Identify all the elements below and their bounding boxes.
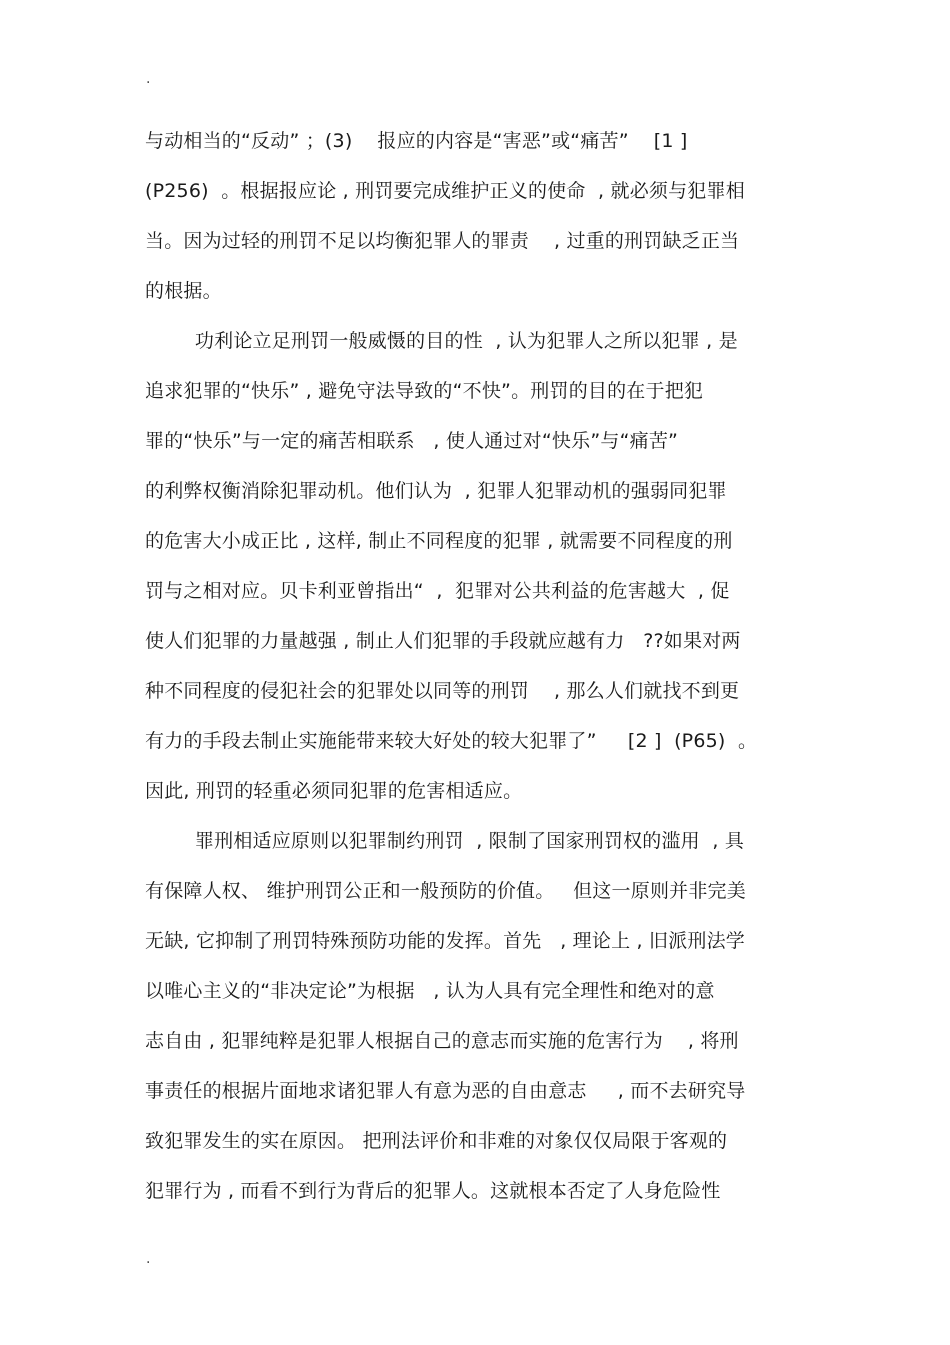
text-line-1: 与动相当的“反动” ；(3) 报应的内容是“害恶”或“痛苦” [1 ] (145, 130, 688, 152)
text-line-12: 种不同程度的侵犯社会的犯罪处以同等的刑罚 , 那么人们就找不到更 (145, 680, 740, 702)
text-line-17: 无缺, 它抑制了刑罚特殊预防功能的发挥。首先 , 理论上 , 旧派刑法学 (145, 930, 745, 952)
text-line-7: 罪的“快乐”与一定的痛苦相联系 , 使人通过对“快乐”与“痛苦” (145, 430, 679, 452)
text-line-3: 当。因为过轻的刑罚不足以均衡犯罪人的罪责 , 过重的刑罚缺乏正当 (145, 230, 740, 252)
text-line-13: 有力的手段去制止实施能带来较大好处的较大犯罪了” [2 ] (P65) 。 (145, 730, 758, 752)
text-line-9: 的危害大小成正比 , 这样, 制止不同程度的犯罪 , 就需要不同程度的刑 (145, 530, 733, 552)
page-marker-top: . (146, 71, 151, 87)
text-line-10: 罚与之相对应。贝卡利亚曾指出“ , 犯罪对公共利益的危害越大 , 促 (145, 580, 730, 602)
text-line-21: 致犯罪发生的实在原因。 把刑法评价和非难的对象仅仅局限于客观的 (145, 1130, 728, 1152)
text-line-6: 追求犯罪的“快乐” , 避免守法导致的“不快”。刑罚的目的在于把犯 (145, 380, 704, 402)
text-line-16: 有保障人权、 维护刑罚公正和一般预防的价值。 但这一原则并非完美 (145, 880, 746, 902)
text-line-11: 使人们犯罪的力量越强 , 制止人们犯罪的手段就应越有力 ??如果对两 (145, 630, 741, 652)
text-line-18: 以唯心主义的“非决定论”为根据 , 认为人具有完全理性和绝对的意 (145, 980, 715, 1002)
text-line-2: (P256) 。根据报应论 , 刑罚要完成维护正义的使命 , 就必须与犯罪相 (145, 180, 745, 202)
text-line-19: 志自由 , 犯罪纯粹是犯罪人根据自己的意志而实施的危害行为 , 将刑 (145, 1030, 739, 1052)
text-line-5: 功利论立足刑罚一般威慑的目的性 , 认为犯罪人之所以犯罪 , 是 (145, 330, 738, 352)
text-line-14: 因此, 刑罚的轻重必须同犯罪的危害相适应。 (145, 780, 523, 802)
text-line-8: 的利弊权衡消除犯罪动机。他们认为 , 犯罪人犯罪动机的强弱同犯罪 (145, 480, 727, 502)
text-line-4: 的根据。 (145, 280, 222, 302)
text-line-20: 事责任的根据片面地求诸犯罪人有意为恶的自由意志 , 而不去研究导 (145, 1080, 746, 1102)
text-line-22: 犯罪行为 , 而看不到行为背后的犯罪人。这就根本否定了人身危险性 (145, 1180, 721, 1202)
page-marker-bottom: . (146, 1251, 151, 1267)
text-line-15: 罪刑相适应原则以犯罪制约刑罚 , 限制了国家刑罚权的滥用 , 具 (145, 830, 745, 852)
